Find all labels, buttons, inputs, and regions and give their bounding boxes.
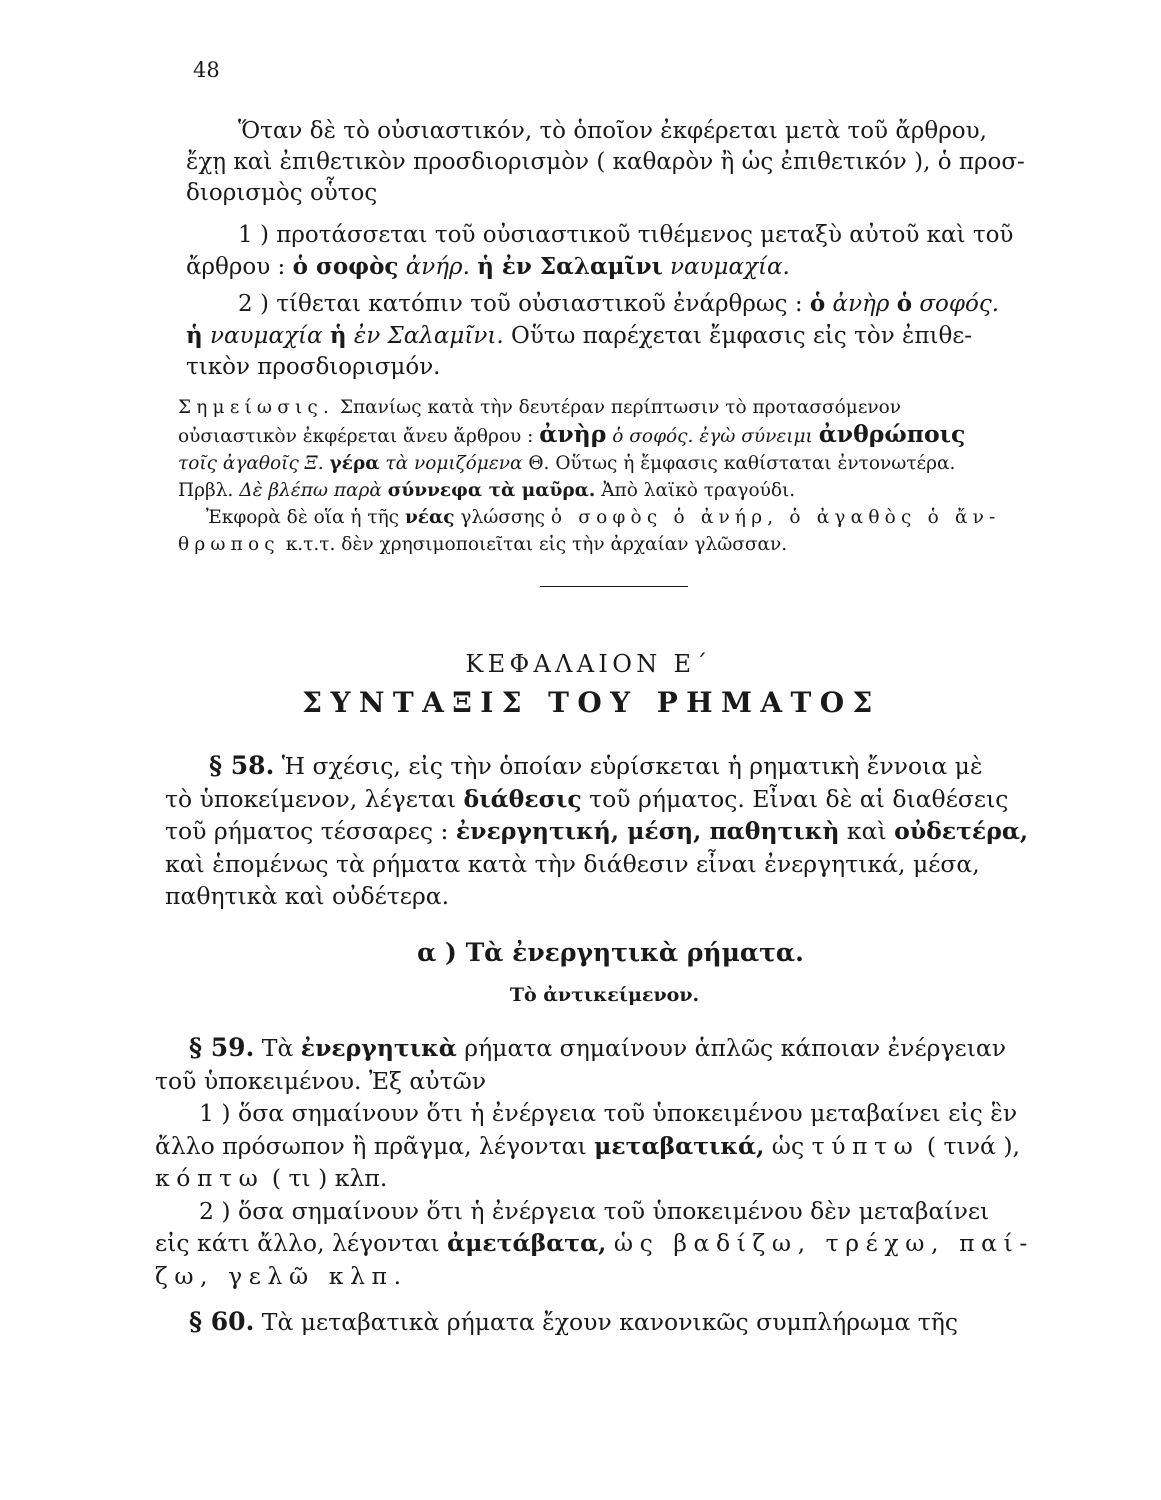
section-line — [165, 750, 1085, 783]
text-span: τοῦ ρήματος. Εἶναι δὲ αἱ διαθέσεις — [589, 784, 1009, 813]
section-line: 1 ) ὅσα σημαίνουν ὅτι ἡ ἐνέργεια τοῦ ὑποκειμένου μεταβαίνει εἰς ἓν — [199, 1099, 1018, 1127]
intro-line: ἔχῃ καὶ ἐπιθετικὸν προσδιορισμὸν ( καθαρὸν ἢ ὡς ἐπιθετικόν ), ὁ προσ- — [186, 149, 1025, 175]
italic-example: ναυμαχία. — [670, 254, 790, 280]
bold-example: γέρα — [329, 453, 380, 474]
section-line: τοῦ ὑποκειμένου. Ἐξ αὐτῶν — [155, 1066, 487, 1095]
rule-item-1 — [186, 220, 1126, 283]
text-span: οὐσιαστικὸν ἐκφέρεται ἄνευ ἄρθρου : — [178, 426, 534, 447]
note-line — [178, 450, 1108, 477]
text-span: Σπανίως κατὰ τὴν δευτέραν περίπτωσιν τὸ προτασσόμενον — [339, 397, 902, 418]
note-line — [178, 477, 1108, 504]
text-span: τὸ ὑποκείμενον, λέγεται — [165, 784, 457, 813]
section-line — [165, 783, 1085, 816]
intro-line: διορισμὸς οὗτος — [186, 180, 378, 206]
item-line — [186, 251, 1126, 283]
bold-article: ἡ — [186, 322, 203, 349]
bold-example: ἀνθρώποις — [818, 420, 966, 448]
spaced-example: ὁ σοφὸς ὁ ἀνήρ, ὁ ἀγαθὸς ὁ ἄν- — [550, 507, 1001, 528]
text-span: 2 ) τίθεται κατόπιν τοῦ οὐσιαστικοῦ ἐνάρθρως : — [238, 291, 803, 317]
subsection-subheading: Τὸ ἀντικείμενον. — [509, 984, 700, 1006]
bold-term: ἐνεργητικὰ — [300, 1034, 457, 1062]
spaced-example: κόπτω — [155, 1164, 265, 1192]
bold-term: διάθεσις — [463, 784, 582, 813]
text-span: Ἀπὸ λαϊκὸ τραγούδι. — [601, 480, 796, 501]
section-number: § 60. — [189, 1307, 255, 1336]
section-line — [155, 1162, 1067, 1195]
text-span: Τὰ μεταβατικὰ ρήματα ἔχουν κανονικῶς συμπλήρωμα τῆς — [261, 1308, 959, 1336]
section-line: καὶ ἑπομένως τὰ ρήματα κατὰ τὴν διάθεσιν εἶναι ἐνεργητικά, μέσα, — [165, 849, 980, 878]
text-span: Ἡ σχέσις, εἰς τὴν ὁποίαν εὑρίσκεται ἡ ρηματικὴ ἔννοια μὲ — [281, 752, 983, 780]
spaced-example: θρωπος — [178, 534, 280, 555]
spaced-example: τύπτω — [811, 1131, 920, 1160]
italic-example: Δὲ βλέπω παρὰ — [239, 480, 382, 501]
intro-line: Ὅταν δὲ τὸ οὐσιαστικόν, τὸ ὁποῖον ἐκφέρεται μετὰ τοῦ ἄρθρου, — [238, 118, 987, 144]
note-label: Σημείωσις. — [178, 397, 335, 418]
bold-article: ὁ — [809, 290, 826, 317]
item-line: 1 ) προτάσσεται τοῦ οὐσιαστικοῦ τιθέμενος μεταξὺ αὐτοῦ καὶ τοῦ — [238, 222, 1014, 248]
bold-example: ἀνὴρ — [539, 420, 607, 448]
bold-example: νέας — [404, 507, 455, 528]
text-span: εἰς κάτι ἄλλο, λέγονται — [155, 1229, 440, 1257]
text-span: ὡς — [771, 1131, 805, 1160]
section-line: παθητικὰ καὶ οὐδέτερα. — [165, 882, 450, 910]
bold-article: ἡ — [329, 322, 347, 349]
section-line — [155, 1130, 1067, 1163]
bold-term: μεταβατικά, — [594, 1131, 765, 1160]
item-line: τικὸν προσδιορισμόν. — [186, 354, 441, 380]
note-line — [178, 421, 1108, 450]
italic-example: ναυμαχία — [210, 323, 323, 349]
text-span: καὶ — [846, 817, 887, 845]
text-span: ρήματα σημαίνουν ἁπλῶς κάποιαν ἐνέργειαν — [464, 1034, 1007, 1062]
section-line: ζω, γελῶ κλπ. — [155, 1261, 408, 1290]
section-58 — [165, 750, 1085, 913]
bold-term: ἐνεργητική, μέση, παθητικὴ — [455, 817, 840, 845]
section-divider — [540, 586, 688, 587]
note-block — [178, 394, 1108, 558]
bold-example: ἡ ἐν Σαλαμῖνι — [477, 253, 663, 280]
section-number: § 59. — [189, 1033, 255, 1062]
text-span: κ.τ.τ. δὲν χρησιμοποιεῖται εἰς τὴν ἀρχαίαν γλῶσσαν. — [285, 534, 788, 555]
italic-example: ἀνήρ. — [405, 254, 470, 280]
italic-example: τὰ νομιζόμενα — [385, 453, 523, 474]
intro-paragraph — [186, 116, 1126, 209]
text-span: ἄρθρου : — [186, 254, 286, 280]
note-line — [178, 394, 1108, 421]
bold-example: ὁ σοφὸς — [292, 253, 399, 280]
item-line — [186, 320, 1126, 352]
page-number: 48 — [193, 58, 220, 82]
bold-term: ἀμετάβατα, — [447, 1229, 607, 1257]
section-line — [165, 815, 1085, 848]
spaced-example: ὡς βαδίζω, τρέχω, παί- — [613, 1229, 1034, 1257]
text-span: ( τινά ), — [926, 1131, 1021, 1160]
text-span: Τὰ — [261, 1034, 294, 1062]
bold-example: σύννεφα τὰ μαῦρα. — [387, 480, 596, 501]
note-line — [178, 504, 1108, 531]
text-span: Πρβλ. — [178, 480, 234, 501]
chapter-title: ΣΥΝΤΑΞΙΣ ΤΟΥ ΡΗΜΑΤΟΣ — [302, 686, 881, 719]
section-line — [155, 1306, 1067, 1339]
section-59 — [155, 1032, 1067, 1292]
italic-example: ὁ σοφός. ἐγὼ σύνειμι — [612, 426, 813, 447]
section-line — [155, 1227, 1067, 1260]
italic-example: ἐν Σαλαμῖνι. — [353, 323, 504, 349]
text-span: γλώσσης — [460, 507, 545, 528]
section-line — [155, 1032, 1067, 1065]
italic-example: τοῖς ἀγαθοῖς Ξ. — [178, 453, 324, 474]
item-line — [186, 288, 1126, 320]
bold-term: οὐδετέρα, — [894, 817, 1029, 845]
text-span: ἄλλο πρόσωπον ἢ πρᾶγμα, λέγονται — [155, 1131, 587, 1160]
rule-item-2 — [186, 288, 1126, 383]
bold-article: ὁ — [896, 290, 913, 317]
text-span: Θ. Οὕτως ἡ ἔμφασις καθίσταται ἐντονωτέρα. — [528, 453, 956, 474]
text-span: τοῦ ρήματος τέσσαρες : — [165, 817, 449, 845]
section-60 — [155, 1306, 1067, 1339]
section-number: § 58. — [209, 751, 275, 780]
section-line: 2 ) ὅσα σημαίνουν ὅτι ἡ ἐνέργεια τοῦ ὑποκειμένου δὲν μεταβαίνει — [199, 1196, 990, 1225]
note-line — [178, 531, 1108, 558]
text-span: Οὕτω παρέχεται ἔμφασις εἰς τὸν ἐπιθε- — [511, 323, 973, 349]
chapter-label: ΚΕΦΑΛΑΙΟΝ Ε΄ — [465, 650, 712, 678]
text-span: Ἐκφορὰ δὲ οἵα ἡ τῆς — [206, 507, 400, 528]
italic-example: ἀνὴρ — [832, 291, 890, 317]
subsection-heading: α ) Τὰ ἐνεργητικὰ ρήματα. — [417, 938, 804, 967]
text-span: ( τι ) κλπ. — [271, 1164, 388, 1192]
italic-example: σοφός. — [919, 291, 1000, 317]
